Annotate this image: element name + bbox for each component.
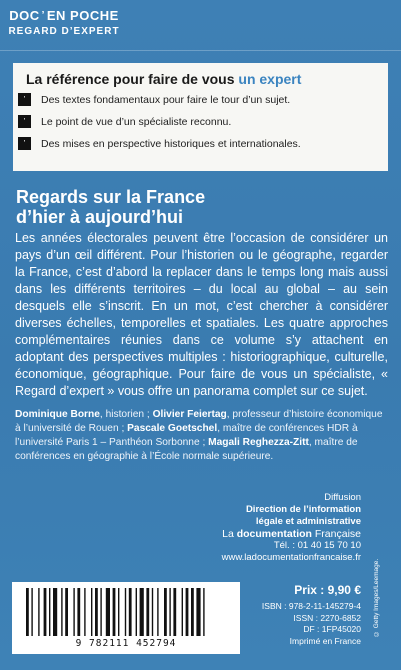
publisher-website: www.ladocumentationfrancaise.fr <box>221 552 361 563</box>
barcode-bar <box>182 588 183 636</box>
barcode-bar <box>91 588 92 636</box>
barcode-bar <box>113 588 116 636</box>
bullet-icon: ’ <box>18 137 31 150</box>
author-role: , historien ; <box>99 409 153 420</box>
book-title-line2: d’hier à aujourd’hui <box>16 207 184 227</box>
barcode-number: 9 782111 452794 <box>75 638 177 649</box>
barcode-bar <box>140 588 144 636</box>
barcode-bar <box>157 588 158 636</box>
barcode-bar <box>31 588 32 636</box>
series-title-left: DOC <box>9 8 40 23</box>
features-headline-accent: un expert <box>238 71 302 87</box>
barcode-bar <box>53 588 57 636</box>
barcode-bar <box>73 588 74 636</box>
barcode-bar <box>106 588 110 636</box>
bullet-icon: ’ <box>18 93 31 106</box>
isbn-line: ISBN : 978-2-11-145279-4 <box>261 601 361 611</box>
divider <box>0 50 401 51</box>
author-name: Pascale Goetschel <box>127 423 218 434</box>
author-role: , maître de conférences en géographie à l’École normale supérieure. <box>15 437 358 462</box>
barcode-bar <box>77 588 80 636</box>
summary-paragraph: Les années électorales peuvent être l’occasion de considérer un pays d’un œil différent. Pour l’historien ou le géographe, regarder la France, c’est d’abord la replacer dans le temps long mais aussi dans les différents territoires – du local au global – au sein desquels elle s’inscrit. En un mot, c’est chercher à considérer diverses échelles, temporelles et spatiales. Les quatre approches complémentaires réunies dans ce volume s’y attachent en adoptant des perspectives multiples : historiographique, culturelle, économique, géographique. Pour faire de vous un spécialiste, « Regard d’expert » vous offre un panorama complet sur ce sujet. <box>15 231 388 398</box>
barcode-bar <box>65 588 68 636</box>
barcode-bar <box>169 588 170 636</box>
barcode-bar <box>203 588 204 636</box>
feature-item <box>18 137 388 150</box>
barcode-bar <box>136 588 137 636</box>
barcode-bar <box>191 588 194 636</box>
issn-line: ISSN : 2270-6852 <box>293 612 361 623</box>
barcode-bar <box>100 588 101 636</box>
series-title <box>0 8 128 23</box>
publisher-org-line1: Direction de l’information <box>245 504 361 515</box>
publisher-name-bold: documentation <box>236 528 312 540</box>
series-subtitle: REGARD D’EXPERT <box>8 26 120 37</box>
features-box <box>13 63 388 171</box>
series-title-right: EN POCHE <box>46 8 119 23</box>
author-name: Olivier Feiertag <box>152 409 227 420</box>
features-headline-main: La référence pour faire de vous <box>26 71 239 87</box>
df-line: DF : 1FP45020 <box>303 624 361 634</box>
barcode <box>12 582 240 654</box>
authors-list <box>15 408 388 464</box>
barcode-bar <box>196 588 200 636</box>
diffusion-label: Diffusion <box>324 492 361 503</box>
author-role: , professeur d’histoire économique à l’université de Rouen ; <box>15 409 383 434</box>
feature-item <box>18 115 388 128</box>
publisher-phone: Tél. : 01 40 15 70 10 <box>273 540 361 551</box>
photo-credit: © Getty Images/Leemage. <box>373 558 380 637</box>
barcode-bar <box>84 588 85 636</box>
barcode-bar <box>44 588 47 636</box>
barcode-bar <box>49 588 50 636</box>
features-list <box>13 93 388 150</box>
barcode-bar <box>173 588 176 636</box>
book-summary <box>15 230 388 400</box>
barcode-bar <box>118 588 119 636</box>
series-title-apostrophe: ’ <box>41 10 45 21</box>
series-logo <box>0 0 128 37</box>
printed-in-line: Imprimé en France <box>289 635 361 646</box>
author-role: , maître de conférences HDR à l’université Paris 1 – Panthéon Sorbonne ; <box>15 423 358 448</box>
barcode-bar <box>146 588 149 636</box>
barcode-bars <box>26 588 226 638</box>
barcode-bar <box>164 588 167 636</box>
feature-text: Des textes fondamentaux pour faire le tour d’un sujet. <box>41 93 291 106</box>
publisher-block <box>222 492 361 564</box>
barcode-bar <box>152 588 153 636</box>
book-title-line1: Regards sur la France <box>16 187 206 207</box>
publisher-name <box>222 528 361 540</box>
barcode-bar <box>95 588 98 636</box>
feature-text: Le point de vue d’un spécialiste reconnu. <box>41 115 232 128</box>
feature-item <box>18 93 388 106</box>
price-label: Prix : 9,90 € <box>294 583 361 597</box>
barcode-bar <box>125 588 126 636</box>
author-name: Magali Reghezza-Zitt <box>208 437 309 448</box>
barcode-bar <box>26 588 29 636</box>
publisher-name-post: Française <box>311 528 361 540</box>
features-headline <box>26 71 388 87</box>
author-name: Dominique Borne <box>15 409 100 420</box>
barcode-bar <box>61 588 62 636</box>
barcode-bar <box>186 588 189 636</box>
publisher-name-pre: La <box>222 528 237 540</box>
book-title <box>16 187 346 227</box>
isbn-block <box>262 601 361 647</box>
barcode-bar <box>38 588 39 636</box>
barcode-bar <box>129 588 132 636</box>
bullet-icon: ’ <box>18 115 31 128</box>
feature-text: Des mises en perspective historiques et internationales. <box>41 137 301 150</box>
publisher-org-line2: légale et administrative <box>255 516 361 527</box>
